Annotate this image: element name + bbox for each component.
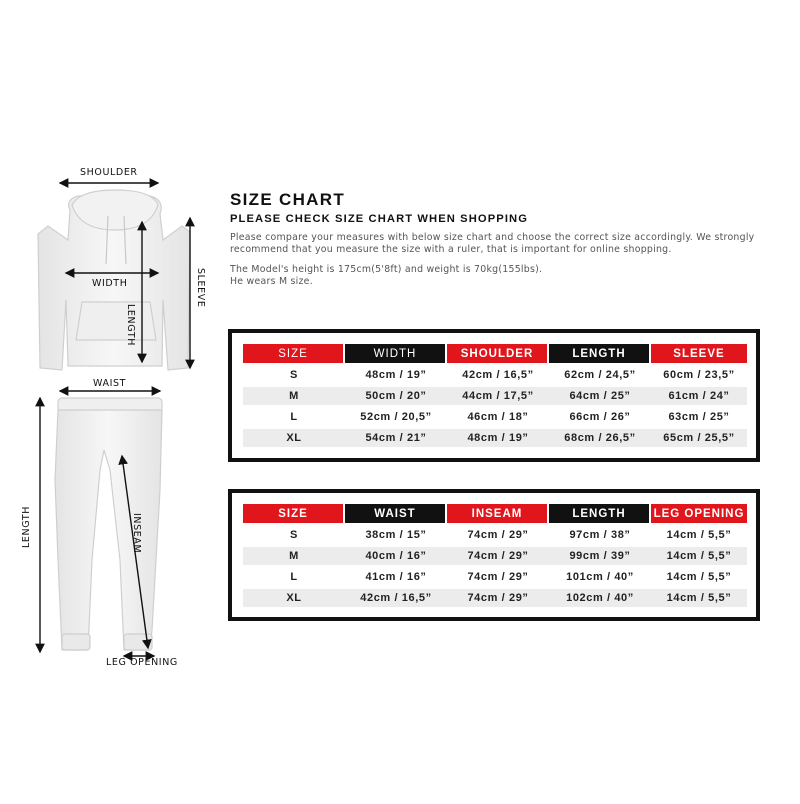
inseam-label: INSEAM [131,513,142,554]
width-cell: 52cm / 20,5” [360,411,432,423]
shoulder-label: SHOULDER [80,167,138,178]
sleeve-cell: 63cm / 25” [668,411,730,423]
length-cell: 99cm / 39” [549,547,651,565]
table-row [243,429,747,447]
length-cell: 102cm / 40” [549,589,651,607]
header-waist: WAIST [345,504,447,523]
size-cell: S [290,369,298,381]
length-cell: 68cm / 26,5” [549,429,651,447]
size-cell: XL [243,429,345,447]
garment-illustration [0,0,225,800]
leg-opening-cell: 14cm / 5,5” [651,547,747,565]
model-size: He wears M size. [230,276,313,287]
pants-drawing [55,398,162,650]
header-sleeve: SLEEVE [651,344,747,363]
table-row [243,387,747,405]
inseam-cell: 74cm / 29” [467,571,529,583]
top-length-label: LENGTH [125,304,136,346]
table-row [243,547,747,565]
header-inseam: INSEAM [447,504,549,523]
shoulder-cell: 46cm / 18” [467,411,529,423]
table-row [243,526,747,544]
garment-drawing [0,0,225,800]
header-length: LENGTH [549,504,651,523]
page-subtitle: PLEASE CHECK SIZE CHART WHEN SHOPPING [230,213,529,225]
width-cell: 50cm / 20” [345,387,447,405]
sleeve-cell: 60cm / 23,5” [663,369,735,381]
table-row [243,568,747,586]
length-cell: 101cm / 40” [566,571,634,583]
width-label: WIDTH [92,278,128,289]
sleeve-label: SLEEVE [195,268,206,308]
page-title: SIZE CHART [230,190,345,209]
inseam-cell: 74cm / 29” [447,589,549,607]
header-length: LENGTH [549,344,651,363]
size-cell: S [290,529,298,541]
inseam-cell: 74cm / 29” [467,529,529,541]
instructions-text: Please compare your measures with below size chart and choose the correct size accordingly. We strongly recommend that you measure the size with a ruler, that is important for online shopping. [230,232,755,255]
waist-cell: 38cm / 15” [365,529,427,541]
inseam-cell: 74cm / 29” [447,547,549,565]
leg-opening-cell: 14cm / 5,5” [666,571,732,583]
header-size: SIZE [243,504,345,523]
width-cell: 48cm / 19” [365,369,427,381]
leg-opening-cell: 14cm / 5,5” [666,529,732,541]
shoulder-cell: 44cm / 17,5” [447,387,549,405]
table-header-row [243,504,747,523]
length-cell: 64cm / 25” [549,387,651,405]
pants-length-label: LENGTH [21,506,32,548]
waist-label: WAIST [93,378,127,389]
sleeve-cell: 61cm / 24” [651,387,747,405]
header-shoulder: SHOULDER [447,344,549,363]
width-cell: 54cm / 21” [345,429,447,447]
shoulder-cell: 48cm / 19” [447,429,549,447]
sleeve-cell: 65cm / 25,5” [651,429,747,447]
size-cell: M [243,547,345,565]
model-height-weight: The Model's height is 175cm(5'8ft) and weight is 70kg(155lbs). [230,264,543,275]
size-chart-info [230,190,775,296]
leg-opening-cell: 14cm / 5,5” [651,589,747,607]
size-cell: XL [243,589,345,607]
pants-size-table [228,489,760,621]
length-cell: 97cm / 38” [569,529,631,541]
waist-cell: 41cm / 16” [365,571,427,583]
header-leg-opening: LEG OPENING [651,504,747,523]
waist-cell: 42cm / 16,5” [345,589,447,607]
leg-opening-label: LEG OPENING [106,657,178,668]
size-cell: L [290,571,298,583]
pants-legs [55,410,162,650]
length-cell: 62cm / 24,5” [564,369,636,381]
size-cell: L [290,411,298,423]
length-cell: 66cm / 26” [569,411,631,423]
table-header-row [243,344,747,363]
shoulder-cell: 42cm / 16,5” [462,369,534,381]
table-row [243,589,747,607]
table-row [243,408,747,426]
pocket [76,302,156,340]
table-row [243,366,747,384]
header-size: SIZE [243,344,345,363]
hoodie-size-table [228,329,760,462]
waist-cell: 40cm / 16” [345,547,447,565]
model-info-text [230,264,775,288]
size-cell: M [243,387,345,405]
header-width: WIDTH [345,344,447,363]
